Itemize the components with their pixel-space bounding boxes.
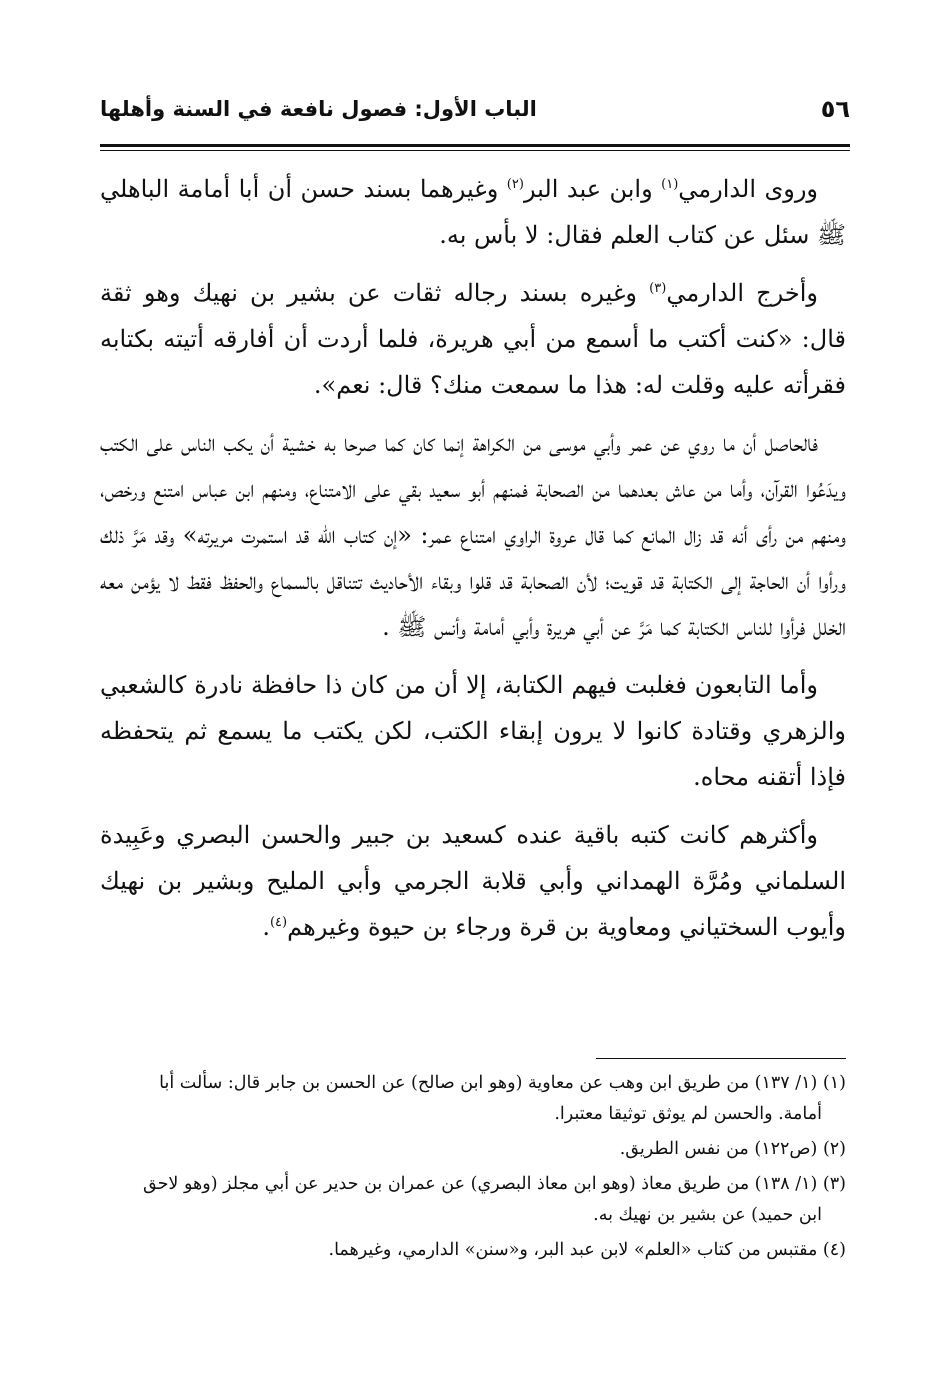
footnote-1 [100, 1068, 846, 1130]
paragraph-text: وغيره بسند رجاله ثقات عن بشير بن نهيك وهو ثقة قال: «كنت أكتب ما أسمع من أبي هريرة، فلما أردت أن أفارقه أتيته بكتابه فقرأته عليه وقلت له: هذا ما سمعت منك؟ قال: نعم». [100, 279, 846, 399]
paragraph-4: وأما التابعون فغلبت فيهم الكتابة، إلا أن من كان ذا حافظة نادرة كالشعبي والزهري وقتادة كانوا لا يرون إبقاء الكتب، لكن يكتب ما يسمع ثم يتحفظه فإذا أتقنه محاه. [100, 671, 846, 791]
footnote-continuation: ابن حميد) عن بشير بن نهيك به. [593, 1205, 822, 1225]
footnote-separator [596, 1058, 846, 1059]
paragraph-text: وروى الدارمي [678, 175, 819, 203]
footnote-text: (٢) (ص١٢٢) من نفس الطريق. [619, 1139, 846, 1159]
footnote-ref: (٣) [649, 281, 667, 296]
running-title: الباب الأول: فصول نافعة في السنة وأهلها [100, 97, 537, 121]
page-header [100, 95, 850, 135]
paragraph-3: فالحاصل أن ما روي عن عمر وأبي موسى من الكراهة إنما كان كما صرحا به خشية أن يكب الناس على الكتب ويدَعُوا القرآن، وأما من عاش بعدهما من الصحابة فمنهم أبو سعيد بقي على الامتناع، ومنهم ابن عباس امتنع ورخص، ومنهم من رأى أنه قد زال المانع كما قال عروة الراوي امتناع عمر: «إن كتاب الله قد استمرت مريرته» وقد مَرَّ ذلك ورأوا أن الحاجة إلى الكتابة قد قويت؛ لأن الصحابة قد قلوا وبقاء الأحاديث تتناقل بالسماع والحفظ فقط لا يؤمن معه الخلل فرأوا للناس الكتابة كما مَرَّ عن أبي هريرة وأبي أمامة وأنس ﷺ . [100, 429, 846, 641]
main-text [100, 166, 846, 962]
footnote-ref: (١) [661, 177, 679, 192]
paragraph-5 [100, 812, 846, 950]
footnote-4 [100, 1235, 846, 1266]
header-rule-thick [100, 144, 850, 147]
footnote-text: (٣) (١/ ١٣٨) من طريق معاذ (وهو ابن معاذ البصري) عن عمران بن حدير عن أبي مجلز (وهو لاحق [143, 1174, 846, 1194]
footnote-ref: (٤) [269, 915, 288, 930]
footnotes [100, 1068, 846, 1270]
paragraph-2 [100, 270, 846, 408]
footnote-ref: (٢) [506, 177, 524, 192]
header-rule-thin [100, 150, 850, 151]
footnote-2 [100, 1134, 846, 1165]
paragraph-text: وغيرهما بسند حسن أن أبا أمامة الباهلي ﷺ سئل عن كتاب العلم فقال: لا بأس به. [100, 175, 846, 249]
page-number: ٥٦ [820, 95, 850, 123]
footnote-3 [100, 1169, 846, 1231]
paragraph-1 [100, 166, 846, 258]
footnote-text: (١) (١/ ١٣٧) من طريق ابن وهب عن معاوية (وهو ابن صالح) عن الحسن بن جابر قال: سألت أبا [159, 1073, 846, 1093]
paragraph-text: وأخرج الدارمي [666, 279, 819, 307]
footnote-continuation: أمامة. والحسن لم يوثق توثيقا معتبرا. [554, 1104, 822, 1124]
paragraph-text: . [262, 913, 270, 941]
footnote-text: (٤) مقتبس من كتاب «العلم» لابن عبد البر، و«سنن» الدارمي، وغيرهما. [328, 1240, 846, 1260]
paragraph-text: وأكثرهم كانت كتبه باقية عنده كسعيد بن جبير والحسن البصري وعَبِيدة السلماني ومُرَّة الهمداني وأبي قلابة الجرمي وأبي المليح وبشير بن نهيك وأيوب السختياني ومعاوية بن قرة ورجاء بن حيوة وغيرهم [100, 821, 847, 941]
paragraph-text: وابن عبد البر [523, 175, 662, 203]
